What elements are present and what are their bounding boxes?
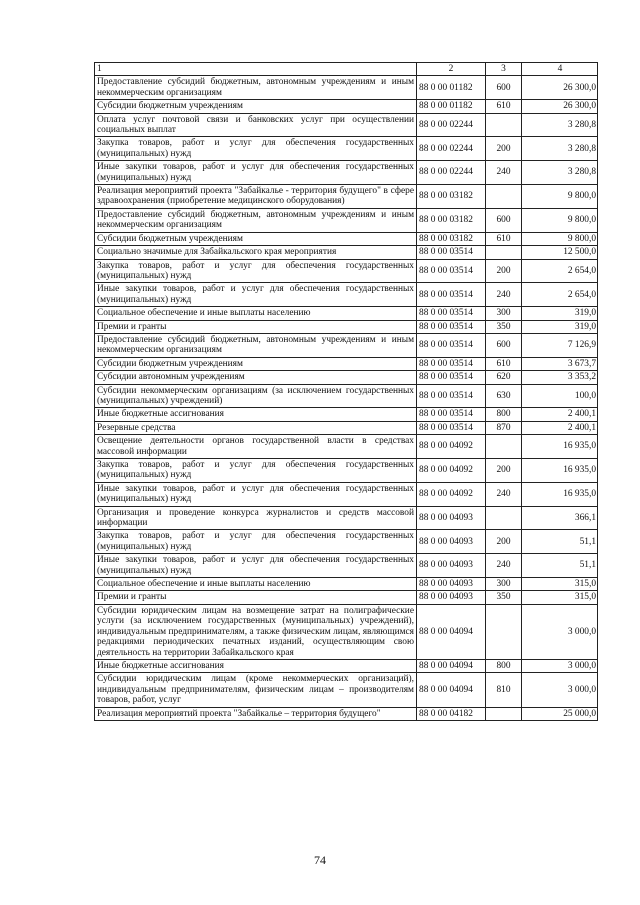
row-amount-cell: 3 000,0: [522, 673, 598, 707]
table-row: [95, 482, 598, 506]
row-kind-cell: 300: [486, 307, 522, 320]
row-code-cell: 88 0 00 03514: [417, 333, 486, 357]
table-row: [95, 76, 598, 100]
row-kind-cell: 610: [486, 232, 522, 245]
row-kind-cell: 200: [486, 530, 522, 554]
row-amount-cell: 16 935,0: [522, 459, 598, 483]
row-amount-cell: 51,1: [522, 530, 598, 554]
row-amount-cell: 315,0: [522, 591, 598, 604]
row-code-cell: 88 0 00 01182: [417, 76, 486, 100]
row-amount-cell: 100,0: [522, 384, 598, 408]
row-kind-cell: 870: [486, 421, 522, 434]
row-kind-cell: 600: [486, 76, 522, 100]
table-row: [95, 307, 598, 320]
row-code-cell: 88 0 00 04093: [417, 578, 486, 591]
row-amount-cell: 25 000,0: [522, 707, 598, 720]
table-row: [95, 659, 598, 672]
row-amount-cell: 315,0: [522, 578, 598, 591]
row-name-cell: Закупка товаров, работ и услуг для обеспечения государственных (муниципальных) нужд: [95, 259, 417, 283]
row-kind-cell: [486, 113, 522, 137]
table-row: [95, 604, 598, 659]
row-name-cell: Закупка товаров, работ и услуг для обеспечения государственных (муниципальных) нужд: [95, 459, 417, 483]
row-code-cell: 88 0 00 03514: [417, 408, 486, 421]
row-kind-cell: [486, 707, 522, 720]
row-kind-cell: 600: [486, 333, 522, 357]
row-code-cell: 88 0 00 04094: [417, 659, 486, 672]
row-amount-cell: 319,0: [522, 307, 598, 320]
row-kind-cell: 620: [486, 371, 522, 384]
table-row: [95, 554, 598, 578]
row-name-cell: Иные закупки товаров, работ и услуг для обеспечения государственных (муниципальных) нужд: [95, 161, 417, 185]
table-row: [95, 357, 598, 370]
row-kind-cell: 240: [486, 283, 522, 307]
row-amount-cell: 319,0: [522, 320, 598, 333]
row-name-cell: Закупка товаров, работ и услуг для обеспечения государственных (муниципальных) нужд: [95, 137, 417, 161]
row-name-cell: Социальное обеспечение и иные выплаты населению: [95, 578, 417, 591]
page-number: 74: [314, 853, 326, 867]
row-code-cell: 88 0 00 02244: [417, 113, 486, 137]
header-col-kind: 3: [486, 63, 522, 76]
table-row: [95, 578, 598, 591]
table-row: [95, 208, 598, 232]
table-row: [95, 232, 598, 245]
row-kind-cell: 600: [486, 208, 522, 232]
row-code-cell: 88 0 00 03514: [417, 283, 486, 307]
row-amount-cell: 366,1: [522, 506, 598, 530]
row-kind-cell: 240: [486, 161, 522, 185]
table-row: [95, 673, 598, 707]
table-row: [95, 137, 598, 161]
row-kind-cell: 200: [486, 459, 522, 483]
row-kind-cell: [486, 604, 522, 659]
row-name-cell: Субсидии бюджетным учреждениям: [95, 357, 417, 370]
row-kind-cell: [486, 435, 522, 459]
row-code-cell: 88 0 00 03182: [417, 185, 486, 209]
row-code-cell: 88 0 00 03514: [417, 421, 486, 434]
row-amount-cell: 2 400,1: [522, 408, 598, 421]
row-code-cell: 88 0 00 03514: [417, 357, 486, 370]
row-kind-cell: 800: [486, 408, 522, 421]
row-amount-cell: 26 300,0: [522, 100, 598, 113]
row-kind-cell: 800: [486, 659, 522, 672]
row-amount-cell: 3 280,8: [522, 113, 598, 137]
row-amount-cell: 9 800,0: [522, 208, 598, 232]
row-name-cell: Премии и гранты: [95, 320, 417, 333]
row-amount-cell: 3 353,2: [522, 371, 598, 384]
table-row: [95, 113, 598, 137]
row-code-cell: 88 0 00 03514: [417, 246, 486, 259]
table-row: [95, 100, 598, 113]
row-code-cell: 88 0 00 04093: [417, 591, 486, 604]
row-name-cell: Премии и гранты: [95, 591, 417, 604]
table-row: [95, 408, 598, 421]
row-kind-cell: 200: [486, 259, 522, 283]
row-kind-cell: [486, 506, 522, 530]
row-name-cell: Предоставление субсидий бюджетным, автономным учреждениям и иным некоммерческим организациям: [95, 208, 417, 232]
row-name-cell: Иные бюджетные ассигнования: [95, 659, 417, 672]
row-name-cell: Иные закупки товаров, работ и услуг для обеспечения государственных (муниципальных) нужд: [95, 283, 417, 307]
row-amount-cell: 3 000,0: [522, 604, 598, 659]
row-kind-cell: 350: [486, 320, 522, 333]
row-name-cell: Субсидии юридическим лицам (кроме некоммерческих организаций), индивидуальным предпринимателям, физическим лицам – производителям товаров, работ, услуг: [95, 673, 417, 707]
row-kind-cell: 630: [486, 384, 522, 408]
row-kind-cell: 610: [486, 100, 522, 113]
row-kind-cell: 300: [486, 578, 522, 591]
table-row: [95, 161, 598, 185]
row-name-cell: Иные закупки товаров, работ и услуг для обеспечения государственных (муниципальных) нужд: [95, 482, 417, 506]
row-name-cell: Субсидии бюджетным учреждениям: [95, 100, 417, 113]
table-row: [95, 246, 598, 259]
row-name-cell: Субсидии автономным учреждениям: [95, 371, 417, 384]
row-code-cell: 88 0 00 04092: [417, 435, 486, 459]
row-code-cell: 88 0 00 03514: [417, 371, 486, 384]
row-name-cell: Предоставление субсидий бюджетным, автономным учреждениям и иным некоммерческим организациям: [95, 333, 417, 357]
row-amount-cell: 9 800,0: [522, 185, 598, 209]
row-name-cell: Организация и проведение конкурса журналистов и средств массовой информации: [95, 506, 417, 530]
table-row: [95, 333, 598, 357]
row-amount-cell: 51,1: [522, 554, 598, 578]
row-code-cell: 88 0 00 04094: [417, 673, 486, 707]
table-row: [95, 320, 598, 333]
header-col-amount: 4: [522, 63, 598, 76]
table-row: [95, 591, 598, 604]
row-kind-cell: 350: [486, 591, 522, 604]
table-row: [95, 185, 598, 209]
row-code-cell: 88 0 00 04092: [417, 459, 486, 483]
row-amount-cell: 12 500,0: [522, 246, 598, 259]
row-kind-cell: [486, 246, 522, 259]
row-name-cell: Социальное обеспечение и иные выплаты населению: [95, 307, 417, 320]
row-amount-cell: 9 800,0: [522, 232, 598, 245]
row-code-cell: 88 0 00 04094: [417, 604, 486, 659]
table-row: [95, 459, 598, 483]
table-row: [95, 707, 598, 720]
row-kind-cell: 610: [486, 357, 522, 370]
table-row: [95, 384, 598, 408]
row-amount-cell: 16 935,0: [522, 435, 598, 459]
row-code-cell: 88 0 00 03514: [417, 307, 486, 320]
row-amount-cell: 2 400,1: [522, 421, 598, 434]
row-name-cell: Освещение деятельности органов государственной власти в средствах массовой информации: [95, 435, 417, 459]
row-code-cell: 88 0 00 03182: [417, 232, 486, 245]
row-amount-cell: 3 000,0: [522, 659, 598, 672]
table-row: [95, 259, 598, 283]
header-col-name: 1: [95, 63, 417, 76]
row-amount-cell: 2 654,0: [522, 259, 598, 283]
row-name-cell: Реализация мероприятий проекта "Забайкалье - территория будущего" в сфере здравоохранения (приобретение медицинского оборудования): [95, 185, 417, 209]
row-amount-cell: 26 300,0: [522, 76, 598, 100]
row-code-cell: 88 0 00 03514: [417, 320, 486, 333]
row-code-cell: 88 0 00 04092: [417, 482, 486, 506]
row-code-cell: 88 0 00 04182: [417, 707, 486, 720]
row-code-cell: 88 0 00 01182: [417, 100, 486, 113]
row-amount-cell: 2 654,0: [522, 283, 598, 307]
row-code-cell: 88 0 00 02244: [417, 161, 486, 185]
budget-table-body: [95, 63, 598, 721]
row-kind-cell: [486, 185, 522, 209]
row-code-cell: 88 0 00 04093: [417, 506, 486, 530]
row-kind-cell: 200: [486, 137, 522, 161]
row-amount-cell: 3 280,8: [522, 137, 598, 161]
row-code-cell: 88 0 00 04093: [417, 554, 486, 578]
row-code-cell: 88 0 00 03182: [417, 208, 486, 232]
table-row: [95, 506, 598, 530]
row-name-cell: Предоставление субсидий бюджетным, автономным учреждениям и иным некоммерческим организациям: [95, 76, 417, 100]
row-name-cell: Субсидии юридическим лицам на возмещение затрат на полиграфические услуги (за исключением государственных (муниципальных) учреждений), индивидуальным предпринимателям, а также физическим лицам, являющимся редакциями периодических печатных изданий, осуществляющим свою деятельность на территории Забайкальского края: [95, 604, 417, 659]
row-name-cell: Закупка товаров, работ и услуг для обеспечения государственных (муниципальных) нужд: [95, 530, 417, 554]
row-amount-cell: 3 673,7: [522, 357, 598, 370]
row-name-cell: Социально значимые для Забайкальского края мероприятия: [95, 246, 417, 259]
row-name-cell: Субсидии бюджетным учреждениям: [95, 232, 417, 245]
row-code-cell: 88 0 00 04093: [417, 530, 486, 554]
header-col-code: 2: [417, 63, 486, 76]
row-code-cell: 88 0 00 02244: [417, 137, 486, 161]
table-row: [95, 371, 598, 384]
row-name-cell: Реализация мероприятий проекта "Забайкалье – территория будущего": [95, 707, 417, 720]
row-kind-cell: 240: [486, 554, 522, 578]
row-kind-cell: 810: [486, 673, 522, 707]
table-header-row: [95, 63, 598, 76]
row-kind-cell: 240: [486, 482, 522, 506]
table-row: [95, 530, 598, 554]
row-amount-cell: 7 126,9: [522, 333, 598, 357]
table-row: [95, 435, 598, 459]
row-name-cell: Иные бюджетные ассигнования: [95, 408, 417, 421]
table-row: [95, 421, 598, 434]
row-name-cell: Иные закупки товаров, работ и услуг для обеспечения государственных (муниципальных) нужд: [95, 554, 417, 578]
row-name-cell: Субсидии некоммерческим организациям (за исключением государственных (муниципальных) учреждений): [95, 384, 417, 408]
table-row: [95, 283, 598, 307]
row-amount-cell: 16 935,0: [522, 482, 598, 506]
row-name-cell: Оплата услуг почтовой связи и банковских услуг при осуществлении социальных выплат: [95, 113, 417, 137]
row-amount-cell: 3 280,8: [522, 161, 598, 185]
row-code-cell: 88 0 00 03514: [417, 259, 486, 283]
budget-table: [94, 62, 598, 721]
row-code-cell: 88 0 00 03514: [417, 384, 486, 408]
row-name-cell: Резервные средства: [95, 421, 417, 434]
